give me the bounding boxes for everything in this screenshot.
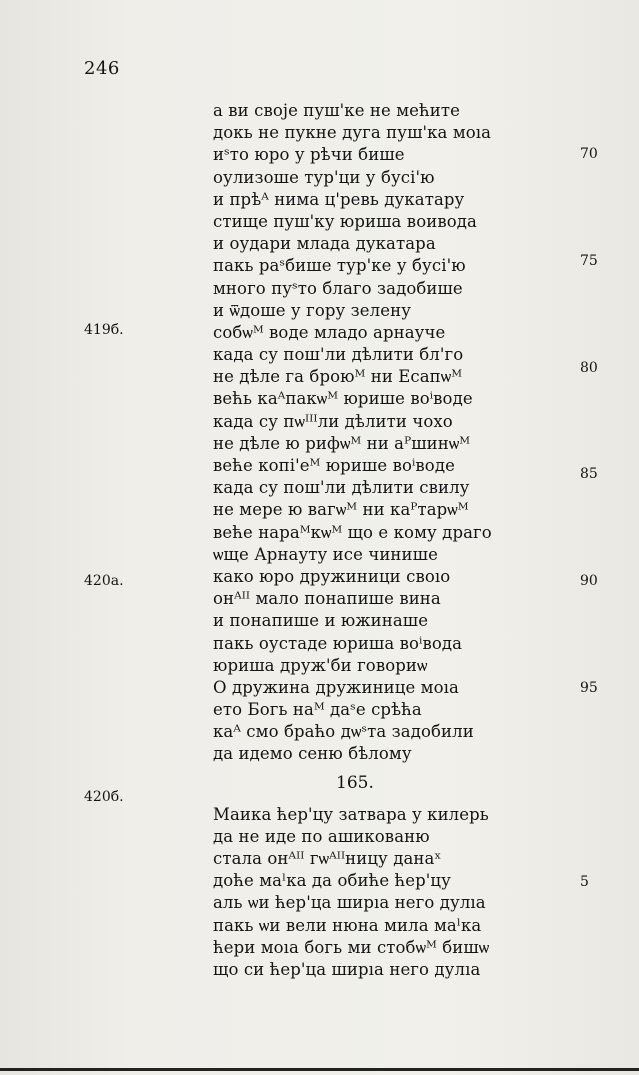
verse-line: и прѣᴬ нима ц'ревь дукатару	[213, 189, 465, 209]
poem-text	[213, 100, 503, 981]
line-number-5: 5	[580, 874, 589, 890]
page-number: 246	[84, 58, 120, 79]
verse-line: ето Богь наᴹ даˢе срѣћа	[213, 700, 422, 720]
verse-line: онᴬᴵᴵ мало понапише вина	[213, 589, 441, 609]
verse-line: не дѣле ю рифѡᴹ ни аᴾшинѡᴹ	[213, 433, 471, 453]
verse-line: а ви своје пуш'ке не мећите	[213, 101, 460, 120]
line-number-70: 70	[580, 146, 598, 162]
verse-line: не дѣле га броюᴹ ни Есапѡᴹ	[213, 367, 463, 387]
verse-line: и понапише и южинаше	[213, 611, 429, 631]
line-number-75: 75	[580, 253, 598, 269]
poem-section-2	[213, 804, 503, 982]
page-bottom-edge	[0, 1068, 639, 1071]
verse-line: веће нараᴹкѡᴹ що е кому драго	[213, 522, 492, 542]
verse-line: докь не пукне дуга пуш'ка моıа	[213, 123, 492, 143]
verse-line: стище пуш'ку юриша воивода	[213, 211, 477, 231]
verse-line: аль ѡи ћер'ца ширıа него дулıа	[213, 893, 486, 913]
verse-line: ћери моıа богь ми стобѡᴹ бишѡ	[213, 937, 490, 957]
line-number-85: 85	[580, 466, 598, 482]
verse-line: ѡще Арнауту исе чинише	[213, 544, 438, 564]
verse-line: да не иде по ашикованю	[213, 826, 430, 846]
verse-line: када су пош'ли дѣлити свилу	[213, 478, 470, 498]
verse-line: и оудари млада дукатара	[213, 234, 436, 254]
verse-line: иˢто юро у рѣчи бише	[213, 145, 405, 165]
verse-line: много пуˢто благо задобише	[213, 278, 463, 298]
line-number-80: 80	[580, 360, 598, 376]
verse-line: Маика ћер'цу затвара у килерь	[213, 804, 489, 824]
verse-line: пакь ѡи вели нюна мила маˡка	[213, 915, 482, 935]
verse-line: и ѿдоше у гору зелену	[213, 300, 411, 320]
poem-section-1	[213, 100, 503, 766]
verse-line: не мере ю вагѡᴹ ни каᴾтарѡᴹ	[213, 500, 469, 520]
verse-line: веће копі'еᴹ юрише воⁱводе	[213, 456, 455, 475]
poem-number-heading: 165.	[336, 772, 374, 793]
verse-line: већь каᴬпакѡᴹ юрише воⁱводе	[213, 389, 473, 409]
folio-note-420b: 420б.	[84, 789, 124, 805]
line-number-90: 90	[580, 573, 598, 589]
verse-line: како юро дружиници своıо	[213, 566, 451, 586]
verse-line: О дружина дружинице моıа	[213, 677, 459, 697]
line-number-95: 95	[580, 680, 598, 696]
verse-line: када су пѡᴵᴵᴵли дѣлити чохо	[213, 411, 453, 431]
verse-line: собѡᴹ воде младо арнауче	[213, 322, 446, 342]
verse-line: юриша друж'би говориѡ	[213, 655, 428, 675]
verse-line: када су пош'ли дѣлити бл'го	[213, 345, 464, 365]
verse-line: оулизоше тур'ци у бусі'ю	[213, 167, 435, 187]
verse-line: каᴬ смо браћо дѡˢта задобили	[213, 722, 474, 742]
verse-line: да идемо сеню бѣлому	[213, 744, 412, 764]
verse-line: пакь оустаде юриша воⁱвода	[213, 633, 463, 653]
folio-note-420a: 420а.	[84, 573, 124, 589]
folio-note-419b: 419б.	[84, 322, 124, 338]
verse-line: стала онᴬᴵᴵ гѡᴬᴵᴵницу данаˣ	[213, 849, 442, 868]
verse-line: пакь раˢбише тур'ке у бусі'ю	[213, 256, 466, 276]
verse-line: доће маˡка да обиће ћер'цу	[213, 871, 451, 891]
verse-line: що си ћер'ца ширıа него дулıа	[213, 959, 481, 979]
